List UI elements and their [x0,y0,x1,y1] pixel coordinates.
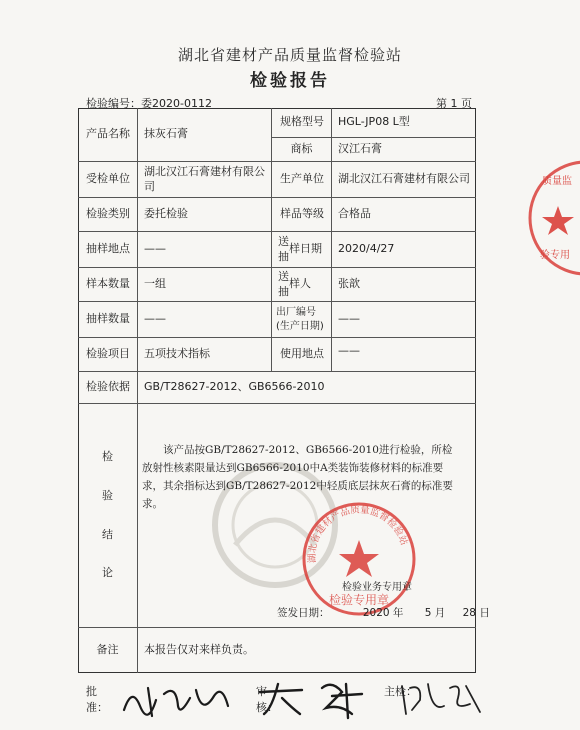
issue-day: 28 日 [462,607,490,619]
report-number-value: 委2020-0112 [141,97,212,110]
sample-date-label-b: 抽 [278,249,289,263]
page-number: 第 1 页 [436,97,472,110]
reviewer-signature [252,674,382,722]
sampling-location-value: —— [138,232,272,268]
sample-date-label-stack [278,235,289,265]
conclusion-label [78,404,138,628]
brand-value: 汉江石膏 [332,138,476,162]
remarks-label: 备注 [78,628,138,673]
sample-date-label-c: 样日期 [289,242,322,256]
approve-label: 批准： [86,685,108,714]
inspection-basis-label: 检验依据 [78,372,138,404]
serial-label-line2: (生产日期) [276,320,324,332]
sample-date-label-a: 送 [278,234,289,248]
client-value: 湖北汉江石膏建材有限公司 [138,162,272,198]
sampler-value: 张歆 [332,268,476,302]
inspection-seal [300,500,418,618]
sampler-label-b: 抽 [278,284,289,298]
use-location-label: 使用地点 [272,338,332,372]
sample-grade-label: 样品等级 [272,198,332,232]
sampling-location-label: 抽样地点 [78,232,138,268]
issue-year: 2020 年 [362,607,404,619]
conclusion-text: 该产品按GB/T28627-2012、GB6566-2010进行检验，所检放射性核素限量达到GB6566-2010中A类装饰装修材料的标准要求，其余指标达到GB/T28627-2012中轻质底层抹灰石膏的标准要求。 [142,444,453,510]
sample-qty-value: 一组 [138,268,272,302]
tester-signature [396,676,486,720]
document-title: 检验报告 [250,71,330,91]
inspection-type-value: 委托检验 [138,198,272,232]
serial-label-line1: 出厂编号 [276,307,316,318]
stamp-note: 检验业务专用章 [342,582,412,593]
conclusion-label-char-4: 论 [102,566,113,580]
sampling-qty-value: —— [138,302,272,338]
brand-label: 商标 [272,138,332,162]
sample-grade-value: 合格品 [332,198,476,232]
edge-stamp-bottom-text: 验专用 [540,250,570,261]
sampling-qty-label: 抽样数量 [78,302,138,338]
tester-label: 主检： [384,685,417,698]
spec-label: 规格型号 [272,108,332,138]
issue-date-label: 签发日期： [277,607,330,619]
sampler-label-stack [278,270,289,300]
manufacturer-value: 湖北汉江石膏建材有限公司 [332,162,476,198]
conclusion-label-char-3: 结 [102,527,113,541]
edge-stamp [528,158,580,278]
inspection-items-label: 检验项目 [78,338,138,372]
sampler-label [272,268,332,302]
sample-date-value: 2020/4/27 [332,232,476,268]
client-label: 受检单位 [78,162,138,198]
product-name-value: 抹灰石膏 [138,108,272,162]
seal-ring-text: 湖北省建材产品质量监督检验站 [306,504,410,564]
issue-date [277,605,494,620]
sample-qty-label: 样本数量 [78,268,138,302]
issue-month: 5 月 [424,607,446,619]
approver-signature [118,676,238,722]
conclusion-label-char-2: 验 [102,488,113,502]
sample-date-label [272,232,332,268]
inspection-items-value: 五项技术指标 [138,338,272,372]
product-name-label: 产品名称 [78,108,138,162]
sampler-label-a: 送 [278,269,289,283]
edge-stamp-top-text: 质量监 [542,176,572,187]
report-number-label: 检验编号： [86,97,141,110]
use-location-value: —— [332,338,476,372]
serial-value: —— [332,302,476,338]
conclusion-label-char-1: 检 [102,449,113,463]
inspection-basis-value: GB/T28627-2012、GB6566-2010 [138,372,476,404]
organization-name: 湖北省建材产品质量监督检验站 [177,46,402,64]
inspection-type-label: 检验类别 [78,198,138,232]
review-label: 审核： [256,685,278,714]
sampler-label-c: 样人 [289,277,311,291]
remarks-value: 本报告仅对来样负责。 [144,643,254,657]
manufacturer-label: 生产单位 [272,162,332,198]
spec-value: HGL-JP08 L型 [332,108,476,138]
seal-text: 检验专用章 [328,593,390,607]
serial-label [272,302,332,338]
